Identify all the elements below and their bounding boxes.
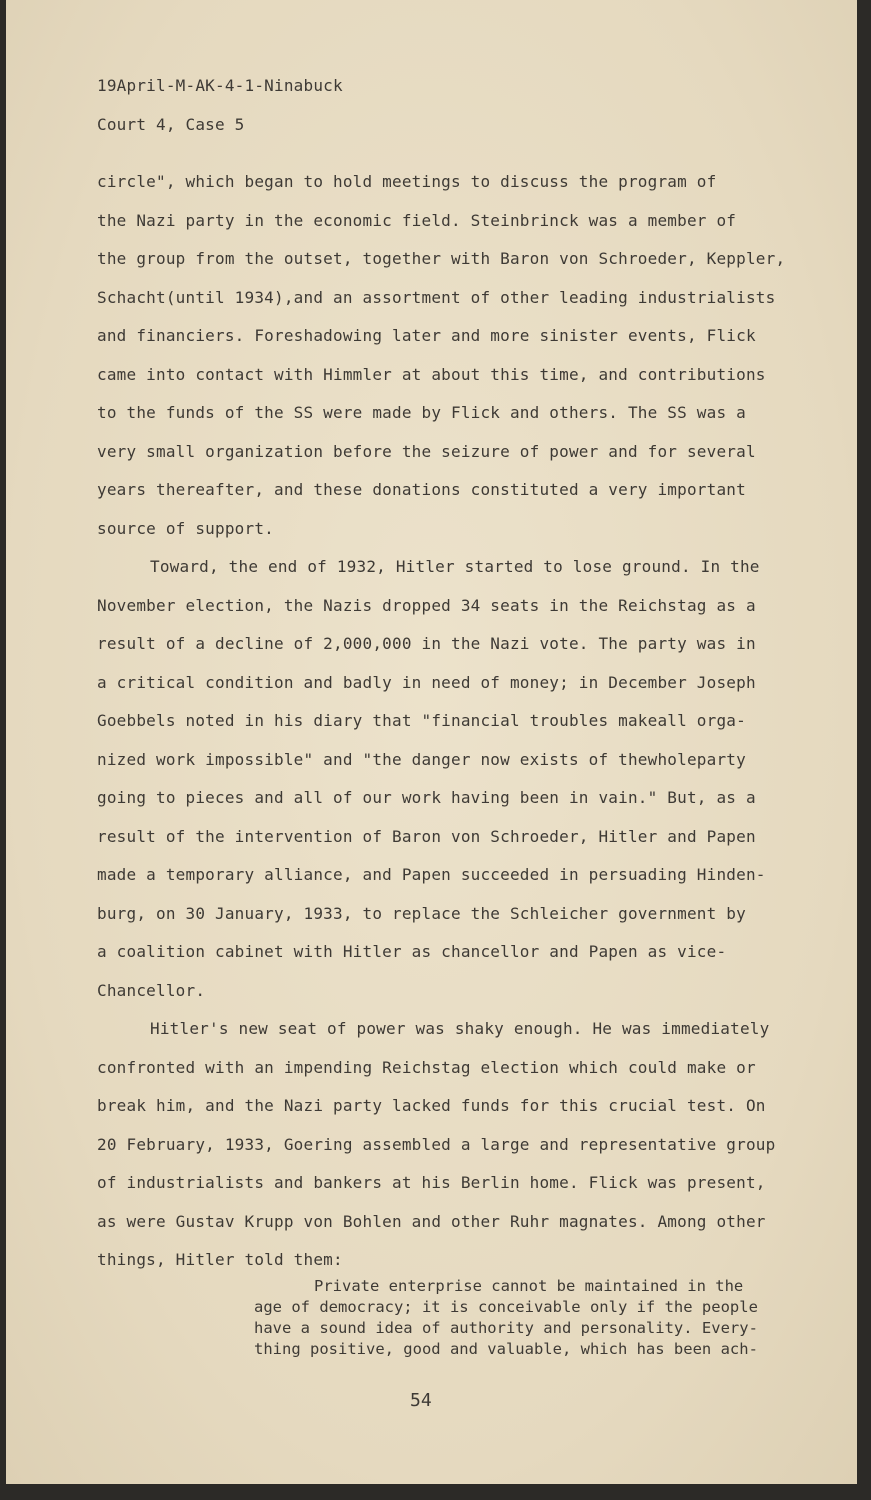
paragraph-start-line: Hitler's new seat of power was shaky enough. He was immediately [150, 1019, 770, 1038]
block-quote [254, 1276, 794, 1360]
text-line: the Nazi party in the economic field. Steinbrinck was a member of [97, 210, 737, 230]
text-line: confronted with an impending Reichstag election which could make or [97, 1057, 756, 1077]
text-line: and financiers. Foreshadowing later and more sinister events, Flick [97, 326, 756, 345]
quote-line: Private enterprise cannot be maintained in the [314, 1277, 744, 1295]
text-line: the group from the outset, together with Baron von Schroeder, Keppler, [97, 249, 786, 268]
text-line: Goebbels noted in his diary that "financial troubles makeall orga- [97, 711, 746, 730]
text-line: break him, and the Nazi party lacked funds for this crucial test. On [97, 1096, 766, 1115]
scan-edge-bottom [0, 1484, 871, 1500]
text-line: result of the intervention of Baron von Schroeder, Hitler and Papen [97, 826, 756, 846]
page-number: 54 [410, 1390, 432, 1411]
text-line: Chancellor. [97, 980, 206, 1000]
text-line: 20 February, 1933, Goering assembled a large and representative group [97, 1134, 776, 1154]
text-line: of industrialists and bankers at his Berlin home. Flick was present, [97, 1173, 766, 1192]
text-line: result of a decline of 2,000,000 in the Nazi vote. The party was in [97, 634, 756, 653]
document-page [6, 0, 857, 1484]
text-line: nized work impossible" and "the danger now exists of thewholeparty [97, 749, 746, 769]
text-line: circle", which began to hold meetings to discuss the program of [97, 172, 717, 191]
text-line: November election, the Nazis dropped 34 seats in the Reichstag as a [97, 595, 756, 615]
text-line: a critical condition and badly in need of money; in December Joseph [97, 672, 756, 692]
text-line: burg, on 30 January, 1933, to replace the Schleicher government by [97, 903, 746, 923]
quote-line: have a sound idea of authority and personality. Every- [254, 1319, 758, 1337]
court-case-header: Court 4, Case 5 [97, 115, 245, 134]
scan-edge-right [857, 0, 871, 1500]
text-line: to the funds of the SS were made by Flick and others. The SS was a [97, 403, 746, 422]
text-line: as were Gustav Krupp von Bohlen and other Ruhr magnates. Among other [97, 1211, 766, 1231]
text-line: going to pieces and all of our work having been in vain." But, as a [97, 788, 756, 807]
text-line: very small organization before the seizure of power and for several [97, 441, 756, 461]
text-line: a coalition cabinet with Hitler as chancellor and Papen as vice- [97, 942, 727, 961]
text-line: came into contact with Himmler at about this time, and contributions [97, 364, 766, 384]
text-line: made a temporary alliance, and Papen succeeded in persuading Hinden- [97, 865, 766, 884]
text-line: source of support. [97, 518, 274, 538]
body-text [97, 163, 786, 1280]
text-line: things, Hitler told them: [97, 1250, 343, 1269]
document-reference-header: 19April-M-AK-4-1-Ninabuck [97, 76, 343, 95]
paragraph-start-line: Toward, the end of 1932, Hitler started to lose ground. In the [150, 557, 760, 576]
quote-line: thing positive, good and valuable, which has been ach- [254, 1340, 758, 1358]
quote-line: age of democracy; it is conceivable only if the people [254, 1298, 758, 1316]
text-line: years thereafter, and these donations constituted a very important [97, 480, 746, 499]
text-line: Schacht(until 1934),and an assortment of other leading industrialists [97, 287, 776, 307]
